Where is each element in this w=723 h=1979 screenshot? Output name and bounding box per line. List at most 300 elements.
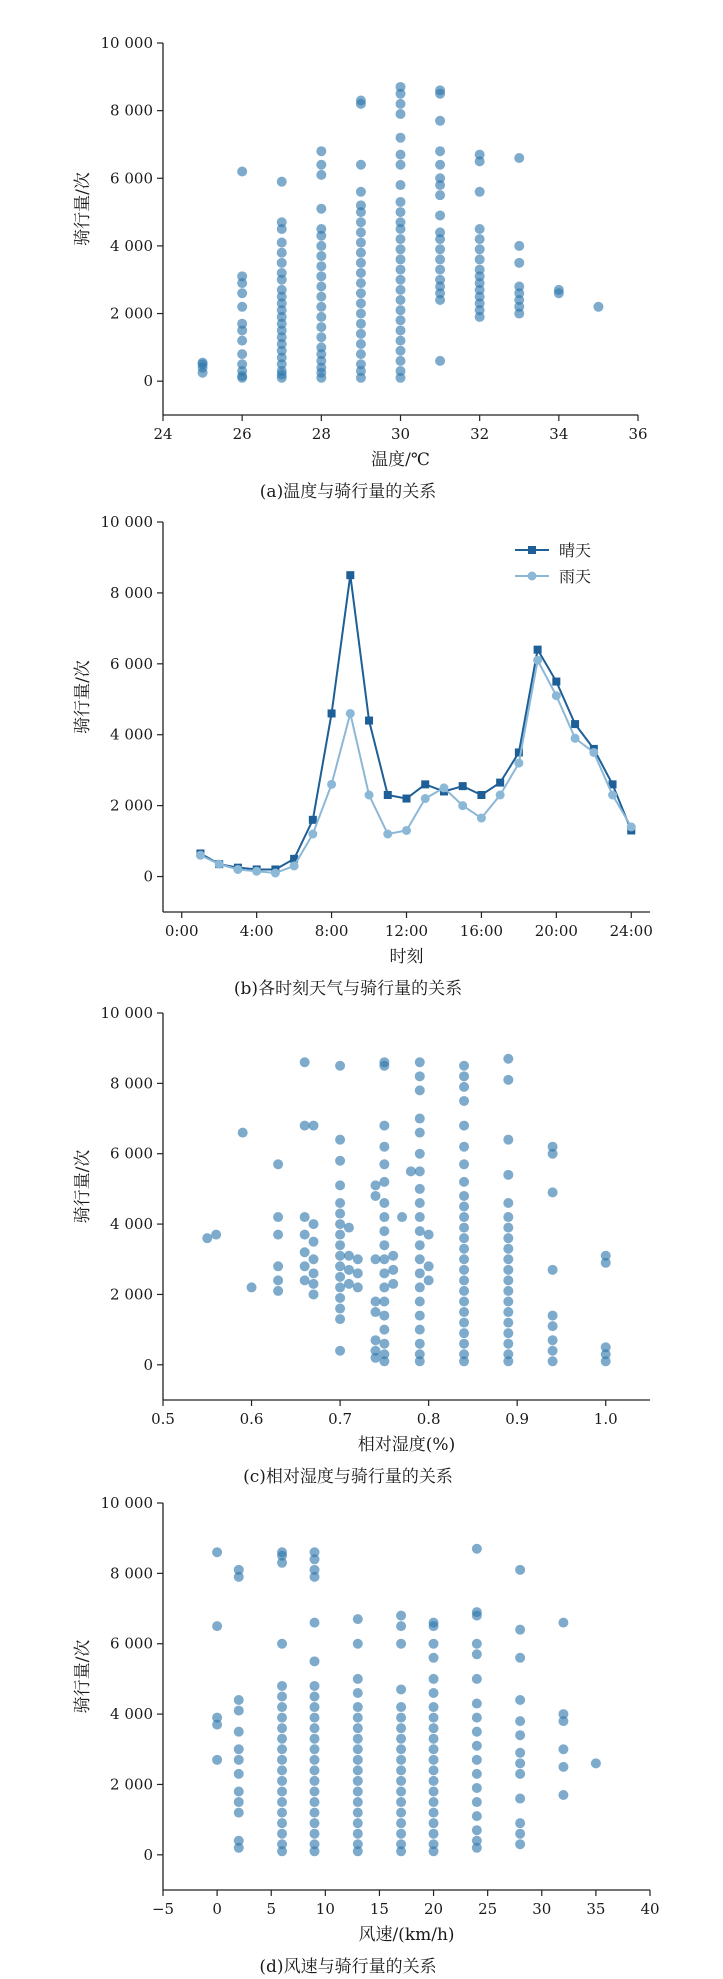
data-point bbox=[379, 1177, 389, 1187]
x-axis-title: 时刻 bbox=[389, 947, 424, 967]
data-point bbox=[503, 1254, 513, 1264]
data-point bbox=[388, 1265, 398, 1275]
data-point bbox=[353, 1282, 363, 1292]
data-point bbox=[503, 1318, 513, 1328]
data-point bbox=[310, 1786, 320, 1796]
y-tick-label: 2 000 bbox=[110, 304, 153, 323]
x-tick-label: 15 bbox=[369, 1900, 389, 1918]
series-1 bbox=[196, 571, 635, 873]
data-point bbox=[472, 1727, 482, 1737]
data-point bbox=[356, 288, 366, 298]
legend-marker bbox=[528, 546, 536, 554]
x-tick-label: 24 bbox=[153, 425, 173, 443]
x-axis-title: 温度/℃ bbox=[371, 450, 430, 470]
series-marker bbox=[477, 791, 485, 799]
data-point bbox=[310, 1723, 320, 1733]
data-point bbox=[472, 1769, 482, 1779]
data-point bbox=[371, 1335, 381, 1345]
data-point bbox=[396, 336, 406, 346]
data-point bbox=[277, 1734, 287, 1744]
x-tick-label: 25 bbox=[478, 1900, 498, 1918]
data-point bbox=[353, 1829, 363, 1839]
y-tick-label: 0 bbox=[143, 1355, 153, 1374]
data-point bbox=[277, 1776, 287, 1786]
data-point bbox=[548, 1356, 558, 1366]
data-point bbox=[277, 1547, 287, 1557]
data-point bbox=[424, 1261, 434, 1271]
data-point bbox=[415, 1226, 425, 1236]
data-point bbox=[310, 1744, 320, 1754]
data-point bbox=[335, 1293, 345, 1303]
data-point bbox=[277, 217, 287, 227]
data-point bbox=[396, 366, 406, 376]
data-point bbox=[309, 1268, 319, 1278]
x-tick-label: 16:00 bbox=[459, 922, 504, 940]
data-point bbox=[429, 1755, 439, 1765]
data-point bbox=[424, 1275, 434, 1285]
data-point bbox=[353, 1808, 363, 1818]
data-point bbox=[234, 1565, 244, 1575]
data-point bbox=[277, 268, 287, 278]
data-point bbox=[503, 1349, 513, 1359]
data-point bbox=[435, 254, 445, 264]
series-marker bbox=[477, 814, 486, 823]
data-point bbox=[396, 275, 406, 285]
x-tick-label: 0.5 bbox=[151, 1410, 175, 1428]
data-point bbox=[503, 1328, 513, 1338]
data-point bbox=[435, 210, 445, 220]
data-point bbox=[212, 1621, 222, 1631]
data-point bbox=[379, 1325, 389, 1335]
chart-panel-4 bbox=[73, 1494, 660, 1977]
data-point bbox=[356, 187, 366, 197]
data-point bbox=[459, 1159, 469, 1169]
data-point bbox=[237, 336, 247, 346]
legend-label: 晴天 bbox=[559, 541, 592, 560]
data-point bbox=[353, 1786, 363, 1796]
panel-caption: (b)各时刻天气与骑行量的关系 bbox=[233, 979, 463, 999]
data-point bbox=[415, 1184, 425, 1194]
data-point bbox=[396, 1839, 406, 1849]
data-point bbox=[335, 1156, 345, 1166]
data-point bbox=[396, 1684, 406, 1694]
y-axis-title: 骑行量/次 bbox=[73, 172, 93, 246]
data-point bbox=[472, 1811, 482, 1821]
series-marker bbox=[533, 656, 542, 665]
data-point bbox=[277, 1702, 287, 1712]
data-point bbox=[415, 1311, 425, 1321]
data-point bbox=[356, 339, 366, 349]
data-point bbox=[353, 1674, 363, 1684]
data-point bbox=[309, 1289, 319, 1299]
data-point bbox=[379, 1349, 389, 1359]
x-tick-label: 0.6 bbox=[239, 1410, 264, 1428]
y-tick-label: 10 000 bbox=[100, 34, 153, 52]
x-tick-label: 20 bbox=[424, 1900, 444, 1918]
series-marker bbox=[439, 783, 448, 792]
scatter-points bbox=[202, 1054, 610, 1367]
data-point bbox=[396, 254, 406, 264]
series-marker bbox=[233, 865, 242, 874]
data-point bbox=[406, 1166, 416, 1176]
data-point bbox=[237, 167, 247, 177]
y-tick-label: 4 000 bbox=[110, 1705, 153, 1724]
x-tick-label: 32 bbox=[470, 425, 490, 443]
data-point bbox=[353, 1723, 363, 1733]
data-point bbox=[415, 1149, 425, 1159]
data-point bbox=[396, 1808, 406, 1818]
data-point bbox=[459, 1275, 469, 1285]
data-point bbox=[379, 1142, 389, 1152]
series-marker bbox=[252, 867, 261, 876]
series-marker bbox=[346, 571, 354, 579]
data-point bbox=[459, 1121, 469, 1131]
data-point bbox=[459, 1286, 469, 1296]
data-point bbox=[548, 1142, 558, 1152]
scatter-points bbox=[198, 82, 604, 383]
data-point bbox=[356, 278, 366, 288]
data-point bbox=[371, 1254, 381, 1264]
data-point bbox=[459, 1202, 469, 1212]
chart-panel-3 bbox=[73, 1004, 650, 1487]
data-point bbox=[273, 1230, 283, 1240]
data-point bbox=[310, 1829, 320, 1839]
data-point bbox=[475, 244, 485, 254]
data-point bbox=[503, 1075, 513, 1085]
data-point bbox=[396, 1818, 406, 1828]
data-point bbox=[234, 1797, 244, 1807]
data-point bbox=[429, 1765, 439, 1775]
data-point bbox=[429, 1797, 439, 1807]
series-marker bbox=[290, 861, 299, 870]
data-point bbox=[459, 1191, 469, 1201]
data-point bbox=[396, 295, 406, 305]
data-point bbox=[548, 1321, 558, 1331]
data-point bbox=[335, 1198, 345, 1208]
data-point bbox=[503, 1265, 513, 1275]
data-point bbox=[459, 1223, 469, 1233]
data-point bbox=[310, 1734, 320, 1744]
data-point bbox=[316, 224, 326, 234]
data-point bbox=[198, 358, 208, 368]
data-point bbox=[335, 1209, 345, 1219]
data-point bbox=[277, 1839, 287, 1849]
data-point bbox=[237, 271, 247, 281]
data-point bbox=[309, 1121, 319, 1131]
series-marker bbox=[365, 791, 374, 800]
data-point bbox=[459, 1061, 469, 1071]
data-point bbox=[356, 359, 366, 369]
data-point bbox=[515, 1653, 525, 1663]
y-tick-label: 6 000 bbox=[110, 1144, 153, 1163]
data-point bbox=[335, 1282, 345, 1292]
data-point bbox=[273, 1159, 283, 1169]
data-point bbox=[415, 1240, 425, 1250]
y-axis-title: 骑行量/次 bbox=[73, 1639, 93, 1714]
data-point bbox=[277, 177, 287, 187]
data-point bbox=[277, 1786, 287, 1796]
data-point bbox=[247, 1282, 257, 1292]
data-point bbox=[356, 298, 366, 308]
data-point bbox=[273, 1275, 283, 1285]
data-point bbox=[415, 1254, 425, 1264]
data-point bbox=[353, 1713, 363, 1723]
data-point bbox=[310, 1808, 320, 1818]
x-tick-label: 35 bbox=[586, 1900, 606, 1918]
series-marker bbox=[496, 779, 504, 787]
panel-caption: (a)温度与骑行量的关系 bbox=[259, 482, 437, 502]
data-point bbox=[415, 1085, 425, 1095]
data-point bbox=[472, 1544, 482, 1554]
data-point bbox=[300, 1212, 310, 1222]
data-point bbox=[396, 1829, 406, 1839]
data-point bbox=[388, 1279, 398, 1289]
data-point bbox=[316, 170, 326, 180]
data-point bbox=[558, 1618, 568, 1628]
data-point bbox=[514, 153, 524, 163]
data-point bbox=[300, 1247, 310, 1257]
data-point bbox=[353, 1765, 363, 1775]
data-point bbox=[310, 1755, 320, 1765]
x-tick-label: 5 bbox=[266, 1900, 276, 1918]
y-tick-label: 0 bbox=[143, 372, 153, 391]
data-point bbox=[353, 1268, 363, 1278]
data-point bbox=[459, 1349, 469, 1359]
data-point bbox=[396, 1765, 406, 1775]
data-point bbox=[356, 217, 366, 227]
x-tick-label: 4:00 bbox=[239, 922, 274, 940]
data-point bbox=[356, 349, 366, 359]
data-point bbox=[234, 1786, 244, 1796]
series-marker bbox=[458, 801, 467, 810]
data-point bbox=[234, 1727, 244, 1737]
data-point bbox=[396, 1713, 406, 1723]
data-point bbox=[277, 1755, 287, 1765]
data-point bbox=[515, 1716, 525, 1726]
data-point bbox=[396, 325, 406, 335]
data-point bbox=[459, 1318, 469, 1328]
data-point bbox=[459, 1071, 469, 1081]
data-point bbox=[396, 217, 406, 227]
data-point bbox=[277, 1829, 287, 1839]
data-point bbox=[396, 356, 406, 366]
x-tick-label: 8:00 bbox=[314, 922, 349, 940]
data-point bbox=[277, 1692, 287, 1702]
series-marker bbox=[327, 780, 336, 789]
data-point bbox=[277, 285, 287, 295]
x-tick-label: 0.7 bbox=[328, 1410, 353, 1428]
y-tick-label: 10 000 bbox=[100, 1494, 153, 1512]
y-tick-label: 6 000 bbox=[110, 1634, 153, 1653]
data-point bbox=[459, 1142, 469, 1152]
data-point bbox=[356, 227, 366, 237]
data-point bbox=[335, 1314, 345, 1324]
panel-caption: (d)风速与骑行量的关系 bbox=[259, 1957, 437, 1977]
data-point bbox=[335, 1251, 345, 1261]
data-point bbox=[601, 1342, 611, 1352]
data-point bbox=[515, 1829, 525, 1839]
data-point bbox=[429, 1713, 439, 1723]
data-point bbox=[514, 241, 524, 251]
data-point bbox=[472, 1699, 482, 1709]
data-point bbox=[310, 1702, 320, 1712]
y-tick-label: 10 000 bbox=[100, 1004, 153, 1022]
data-point bbox=[548, 1265, 558, 1275]
data-point bbox=[429, 1776, 439, 1786]
data-point bbox=[316, 322, 326, 332]
series-marker bbox=[421, 794, 430, 803]
data-point bbox=[300, 1261, 310, 1271]
data-point bbox=[415, 1339, 425, 1349]
data-point bbox=[234, 1744, 244, 1754]
data-point bbox=[415, 1198, 425, 1208]
data-point bbox=[356, 160, 366, 170]
data-point bbox=[277, 1639, 287, 1649]
data-point bbox=[415, 1212, 425, 1222]
series-marker bbox=[571, 734, 580, 743]
data-point bbox=[277, 1681, 287, 1691]
data-point bbox=[396, 1723, 406, 1733]
data-point bbox=[234, 1836, 244, 1846]
data-point bbox=[515, 1758, 525, 1768]
data-point bbox=[344, 1279, 354, 1289]
data-point bbox=[316, 251, 326, 261]
data-point bbox=[435, 173, 445, 183]
data-point bbox=[371, 1180, 381, 1190]
data-point bbox=[435, 146, 445, 156]
x-tick-label: 0.9 bbox=[505, 1410, 530, 1428]
data-point bbox=[335, 1261, 345, 1271]
data-point bbox=[396, 180, 406, 190]
data-point bbox=[353, 1688, 363, 1698]
data-point bbox=[515, 1625, 525, 1635]
x-tick-label: −5 bbox=[151, 1900, 175, 1918]
data-point bbox=[415, 1166, 425, 1176]
x-tick-label: 30 bbox=[390, 425, 411, 443]
panel-caption: (c)相对湿度与骑行量的关系 bbox=[243, 1467, 453, 1487]
x-tick-label: 24:00 bbox=[609, 922, 653, 940]
data-point bbox=[379, 1159, 389, 1169]
data-point bbox=[371, 1307, 381, 1317]
y-tick-label: 6 000 bbox=[110, 654, 153, 673]
y-tick-label: 0 bbox=[143, 1845, 153, 1864]
data-point bbox=[459, 1254, 469, 1264]
data-point bbox=[371, 1346, 381, 1356]
data-point bbox=[429, 1839, 439, 1849]
data-point bbox=[548, 1335, 558, 1345]
data-point bbox=[459, 1328, 469, 1338]
data-point bbox=[503, 1286, 513, 1296]
data-point bbox=[429, 1702, 439, 1712]
y-tick-label: 2 000 bbox=[110, 1775, 153, 1794]
data-point bbox=[310, 1565, 320, 1575]
data-point bbox=[300, 1275, 310, 1285]
data-point bbox=[396, 315, 406, 325]
data-point bbox=[459, 1296, 469, 1306]
x-axis-title: 风速/(km/h) bbox=[358, 1925, 455, 1945]
data-point bbox=[277, 258, 287, 268]
series-line bbox=[200, 575, 631, 869]
data-point bbox=[273, 1286, 283, 1296]
data-point bbox=[310, 1547, 320, 1557]
data-point bbox=[277, 1765, 287, 1775]
y-tick-label: 8 000 bbox=[110, 583, 153, 602]
data-point bbox=[396, 234, 406, 244]
data-point bbox=[212, 1713, 222, 1723]
data-point bbox=[396, 1744, 406, 1754]
data-point bbox=[396, 160, 406, 170]
data-point bbox=[515, 1839, 525, 1849]
y-tick-label: 4 000 bbox=[110, 236, 153, 255]
data-point bbox=[388, 1251, 398, 1261]
data-point bbox=[472, 1783, 482, 1793]
data-point bbox=[273, 1212, 283, 1222]
data-point bbox=[379, 1198, 389, 1208]
data-point bbox=[396, 197, 406, 207]
y-tick-label: 4 000 bbox=[110, 725, 153, 744]
data-point bbox=[459, 1244, 469, 1254]
data-point bbox=[379, 1240, 389, 1250]
data-point bbox=[310, 1692, 320, 1702]
data-point bbox=[472, 1836, 482, 1846]
data-point bbox=[309, 1237, 319, 1247]
series-line bbox=[200, 660, 631, 873]
data-point bbox=[335, 1135, 345, 1145]
data-point bbox=[475, 224, 485, 234]
data-point bbox=[459, 1339, 469, 1349]
data-point bbox=[548, 1311, 558, 1321]
data-point bbox=[273, 1261, 283, 1271]
data-point bbox=[472, 1797, 482, 1807]
data-point bbox=[435, 265, 445, 275]
data-point bbox=[234, 1769, 244, 1779]
data-point bbox=[472, 1607, 482, 1617]
data-point bbox=[396, 1776, 406, 1786]
x-tick-label: 34 bbox=[549, 425, 569, 443]
data-point bbox=[435, 190, 445, 200]
data-point bbox=[503, 1135, 513, 1145]
data-point bbox=[429, 1653, 439, 1663]
x-tick-label: 12:00 bbox=[384, 922, 429, 940]
series-marker bbox=[196, 851, 205, 860]
data-point bbox=[277, 1797, 287, 1807]
data-point bbox=[353, 1734, 363, 1744]
data-point bbox=[472, 1825, 482, 1835]
data-point bbox=[379, 1296, 389, 1306]
data-point bbox=[459, 1096, 469, 1106]
y-tick-label: 0 bbox=[143, 867, 153, 886]
data-point bbox=[396, 1702, 406, 1712]
series-marker bbox=[421, 780, 429, 788]
data-point bbox=[300, 1057, 310, 1067]
y-axis-title: 骑行量/次 bbox=[73, 660, 93, 734]
x-tick-label: 36 bbox=[628, 425, 648, 443]
data-point bbox=[316, 312, 326, 322]
data-point bbox=[503, 1212, 513, 1222]
data-point bbox=[316, 261, 326, 271]
data-point bbox=[234, 1706, 244, 1716]
data-point bbox=[396, 1797, 406, 1807]
x-tick-label: 1.0 bbox=[593, 1410, 618, 1428]
data-point bbox=[503, 1054, 513, 1064]
data-point bbox=[356, 309, 366, 319]
y-tick-label: 4 000 bbox=[110, 1215, 153, 1234]
data-point bbox=[515, 1565, 525, 1575]
x-tick-label: 28 bbox=[311, 425, 331, 443]
data-point bbox=[429, 1639, 439, 1649]
data-point bbox=[277, 1723, 287, 1733]
series-marker bbox=[534, 646, 542, 654]
